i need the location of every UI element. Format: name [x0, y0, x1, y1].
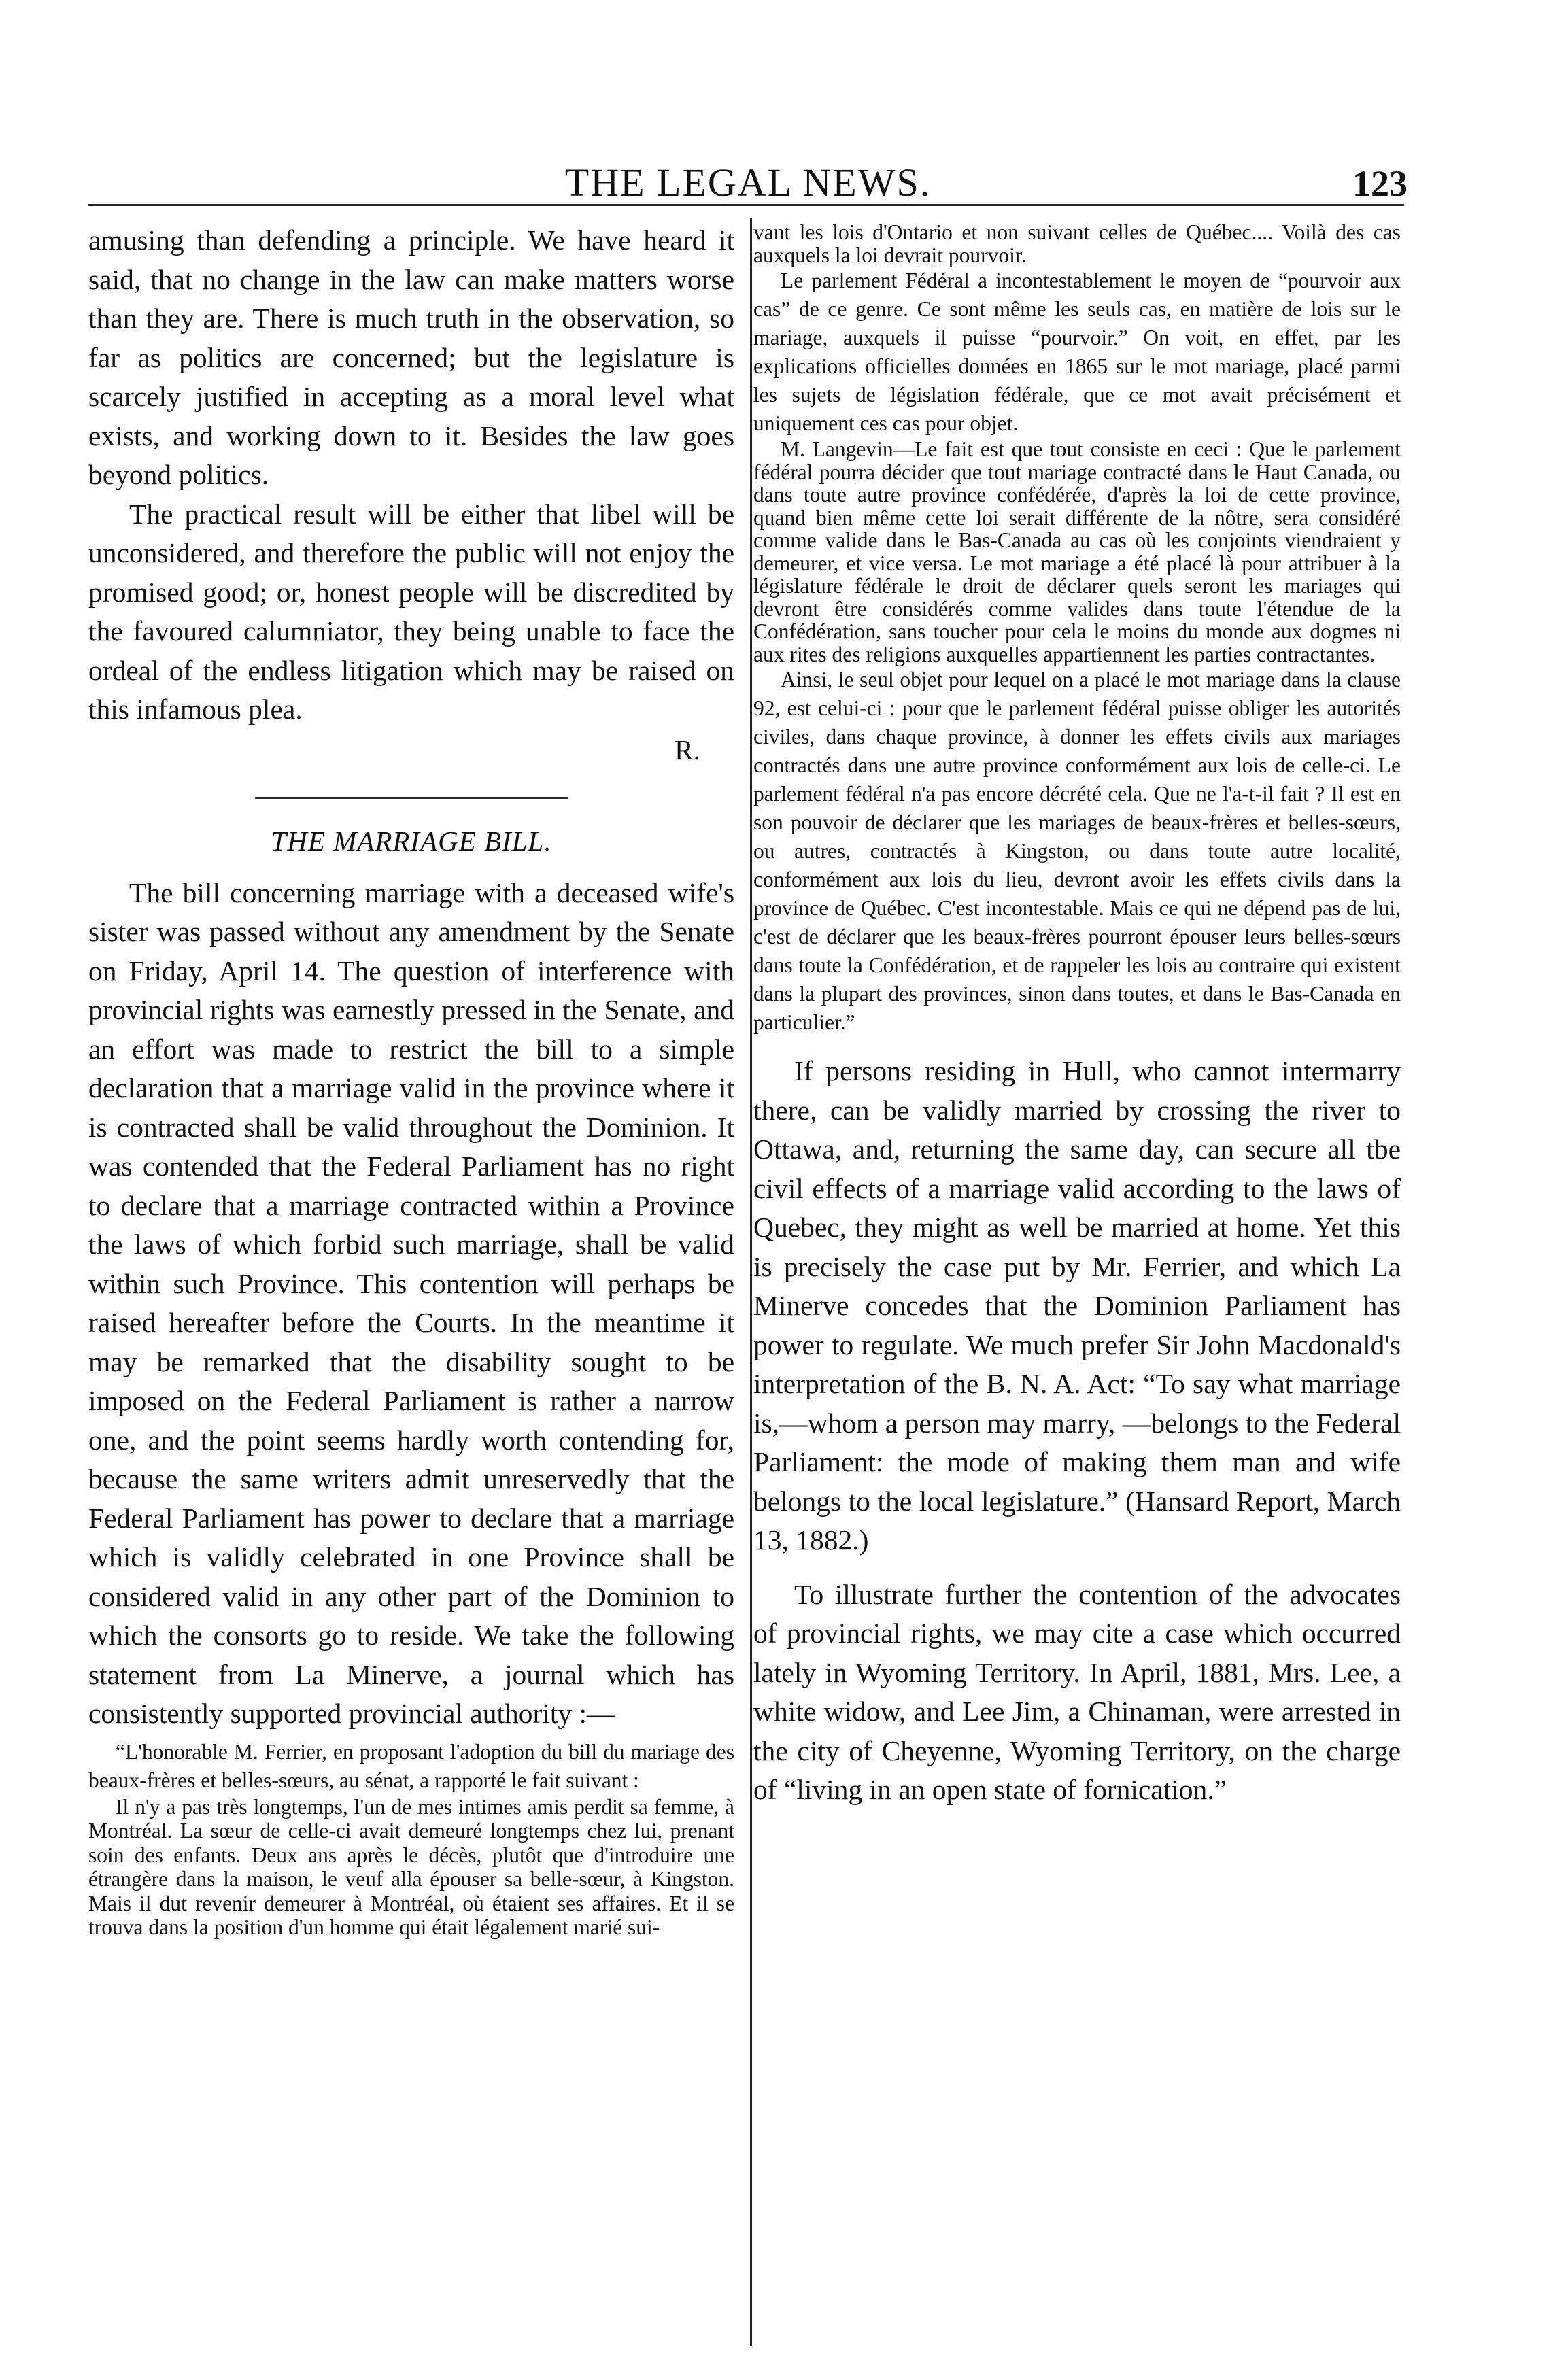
article-title: THE MARRIAGE BILL. — [271, 825, 552, 857]
paragraph-continuation: amusing than defending a principle. We have heard it said, that no change in the law can make matters worse than they are. There is much truth in the observation, so far as politics are concerned; but the legislature is scarcely justified in accepting as a moral level what exists, and working down to it. Besides the law goes beyond politics. — [88, 224, 734, 490]
quote-ferrier-intro: “L'honorable M. Ferrier, en proposant l'adoption du bill du mariage des beaux-frères et belles-sœurs, au sénat, a rapporté le fait suivant : — [88, 1739, 734, 1792]
quote-federal-parliament: Le parlement Fédéral a incontestablement le moyen de “pourvoir aux cas” de ce genre. Ce sont même les seuls cas, en matière de lois sur le mariage, auxquels il puisse “pourvoir.” On voit, en effet, par les explications officielles données en 1865 sur le mot mariage, placé parmi les sujets de législation fédérale, que ce mot avait précisément et uniquement ces cas pour objet. — [753, 269, 1401, 435]
quote-continuation: vant les lois d'Ontario et non suivant celles de Québec.... Voilà des cas auxquels la loi devrait pourvoir. — [753, 220, 1401, 267]
quote-langevin: M. Langevin—Le fait est que tout consiste en ceci : Que le parlement fédéral pourra décider que tout mariage contracté dans le Haut Canada, ou dans toute autre province confédérée, d'après la loi de cette province, quand bien même cette loi serait différente de la nôtre, sera considéré comme valide dans le Bas-Canada au cas où les conjoints viendraient y demeurer, et vice versa. Le mot mariage a été placé là pour attribuer à la législature fédérale le droit de déclarer quels seront les mariages qui devront être considérés comme valides dans toute l'étendue de la Confédération, sans toucher pour cela le moins du monde aux dogmes ni aux rites des religions auxquelles appartiennent les parties contractantes. — [753, 437, 1401, 666]
paragraph-wyoming: To illustrate further the contention of the advocates of provincial rights, we may cite a case which occurred lately in Wyoming Territory. In April, 1881, Mrs. Lee, a white widow, and Lee Jim, a Chinaman, were arrested in the city of Cheyenne, Wyoming Territory, on the charge of “living in an open state of fornication.” — [753, 1578, 1401, 1805]
quote-clause-92: Ainsi, le seul objet pour lequel on a placé le mot mariage dans la clause 92, est celui-ci : pour que le parlement fédéral puisse obliger les autorités civiles, dans chaque province, à donner les effets civils aux mariages contractés dans une autre province conformément aux lois de celle-ci. Le parlement fédéral n'a pas encore décrété cela. Que ne l'a-t-il fait ? Il est en son pouvoir de déclarer que les mariages de beaux-frères et belles-sœurs, ou autres, contractés à Kingston, ou dans toute autre localité, conformément aux lois du lieu, devront avoir les effets civils dans la province de Québec. C'est incontestable. Mais ce qui ne dépend pas de lui, c'est de déclarer que les beaux-frères pourront épouser leurs belles-sœurs dans toute la Confédération, et de rappeler les lois au contraire qui existent dans la plupart des provinces, sinon dans toutes, et dans le Bas-Canada en particulier.” — [753, 668, 1401, 1034]
left-column — [88, 221, 734, 1940]
page-header — [88, 146, 1408, 207]
author-signature: R. — [674, 734, 700, 766]
running-head: THE LEGAL NEWS. — [564, 160, 932, 205]
column-rule — [750, 218, 752, 2346]
section-separator — [255, 797, 568, 799]
paragraph-hull-ottawa: If persons residing in Hull, who cannot intermarry there, can be validly married by crossing the river to Ottawa, and, returning the same day, can secure all tbe civil effects of a marriage valid according to the laws of Quebec, they might as well be married at home. Yet this is precisely the case put by Mr. Ferrier, and which La Minerve concedes that the Dominion Parliament has power to regulate. We much prefer Sir John Macdonald's interpretation of the B. N. A. Act: “To say what marriage is,—whom a person may marry, —belongs to the Federal Parliament: the mode of making them man and wife belongs to the local legislature.” (Hansard Report, March 13, 1882.) — [753, 1055, 1401, 1556]
right-column — [753, 221, 1401, 1810]
quote-ferrier-story: Il n'y a pas très longtemps, l'un de mes intimes amis perdit sa femme, à Montréal. La sœur de celle-ci avait demeuré longtemps chez lui, prenant soin des enfants. Deux ans après le décès, plutôt que d'introduire une étrangère dans la maison, le veuf alla épouser sa belle-sœur, à Kingston. Mais il dut revenir demeurer à Montréal, où étaient ses affaires. Et il se trouva dans la position d'un homme qui était légalement marié sui- — [88, 1794, 734, 1939]
paragraph-practical-result: The practical result will be either that libel will be unconsidered, and therefore the public will not enjoy the promised good; or, honest people will be discredited by the favoured calumniator, they being unable to face the ordeal of the endless litigation which may be raised on this infamous plea. — [88, 498, 734, 725]
page-number: 123 — [1352, 163, 1408, 204]
header-rule — [88, 204, 1404, 206]
paragraph-marriage-bill: The bill concerning marriage with a deceased wife's sister was passed without any amendment by the Senate on Friday, April 14. The question of interference with provincial rights was earnestly pressed in the Senate, and an effort was made to restrict the bill to a simple declaration that a marriage valid in the province where it is contracted shall be valid throughout the Dominion. It was contended that the Federal Parliament has no right to declare that a marriage contracted within a Province the laws of which forbid such marriage, shall be valid within such Province. This contention will perhaps be raised hereafter before the Courts. In the meantime it may be remarked that the disability sought to be imposed on the Federal Parliament is rather a narrow one, and the point seems hardly worth contending for, because the same writers admit unreservedly that the Federal Parliament has power to declare that a marriage which is validly celebrated in one Province shall be considered valid in any other part of the Dominion to which the consorts go to reside. We take the following statement from La Minerve, a journal which has consistently supported provincial authority :— — [88, 876, 734, 1729]
